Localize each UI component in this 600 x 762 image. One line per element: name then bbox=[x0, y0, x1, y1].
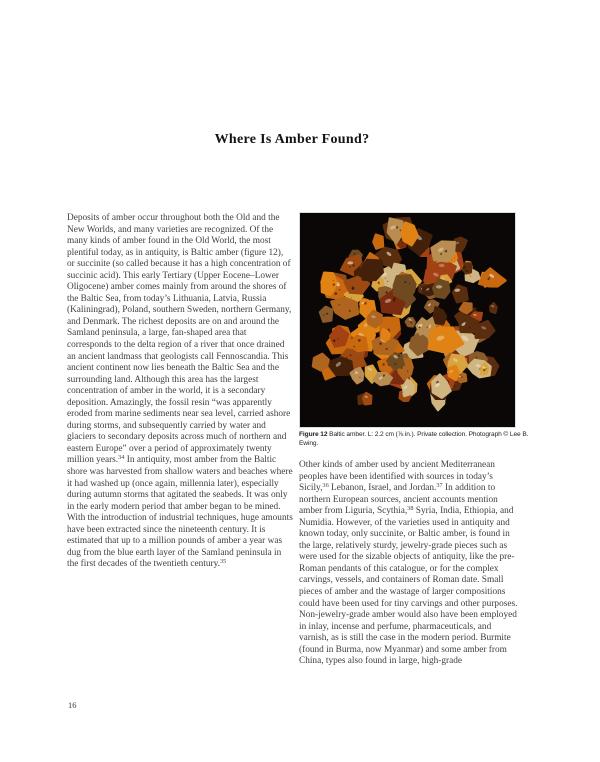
page-number: 16 bbox=[68, 700, 77, 710]
figure-caption-label: Figure 12 bbox=[299, 431, 328, 438]
amber-photo bbox=[300, 213, 515, 427]
left-text-column: Deposits of amber occur throughout both the Old and the New Worlds, and many varieties are recognized. Of the many kinds of amber found in the Old World, the most plentiful today, as in antiquity, is Baltic amber (figure 12), or succinite (so called because it has a high concentration of succinic acid). This early Tertiary (Upper Eocene–Lower Oligocene) amber comes mainly from around the shores of the Baltic Sea, from today’s Lithuania, Latvia, Russia (Kaliningrad), Poland, southern Sweden, northern Germany, and Denmark. The richest deposits are on and around the Samland peninsula, a large, fan-shaped area that corresponds to the delta region of a river that once drained an ancient landmass that geologists call Fennoscandia. This ancient continent now lies beneath the Baltic Sea and the surrounding land. Although this area has the largest concentration of amber in the world, it is a secondary deposition. Amazingly, the fossil resin “was apparently eroded from marine sediments near sea level, carried ashore during storms, and subsequently carried by water and glaciers to secondary deposits across much of northern and eastern Europe” over a period of approximately twenty million years.$^{34}$ In antiquity, most amber from the Baltic shore was harvested from shallow waters and beaches where it had washed up (once again, millennia later), especially during autumn storms that agitated the seabeds. It was only in the early modern period that amber began to be mined. With the introduction of industrial techniques, huge amounts have been extracted since the nineteenth century. It is estimated that up to a million pounds of amber a year was dug from the blue earth layer of the Samland peninsula in the first decades of the twentieth century.$^{35}$ bbox=[67, 213, 293, 570]
amber-figure bbox=[299, 212, 516, 428]
page-title: Where Is Amber Found? bbox=[214, 132, 370, 147]
right-text-column: Other kinds of amber used by ancient Mediterranean peoples have been identified with sources in today’s Sicily,$^{36}$ Lebanon, Israel, and Jordan.$^{37}$ In addition to northern European sources, ancient accounts mention amber from Liguria, Scythia,$^{38}$ Syria, India, Ethiopia, and Numidia. However, of the varieties used in antiquity and known today, only succinite, or Baltic amber, is found in the large, relatively sturdy, jewelry-grade pieces such as were used for the sizable objects of antiquity, like the pre-Roman pendants of this catalogue, or for the complex carvings, vessels, and containers of Roman date. Small pieces of amber and the wastage of larger compositions could have been used for tiny carvings and other purposes. Non-jewelry-grade amber would also have been employed in inlay, incense and perfume, pharmaceuticals, and varnish, as is still the case in the modern period. Burmite (found in Burma, now Myanmar) and some amber from China, types also found in large, high-grade bbox=[299, 460, 518, 667]
figure-caption bbox=[299, 431, 529, 449]
figure-caption-text: Baltic amber. L: 2.2 cm (⅞ in.). Private collection. Photograph © Lee B. Ewing. bbox=[299, 431, 529, 447]
